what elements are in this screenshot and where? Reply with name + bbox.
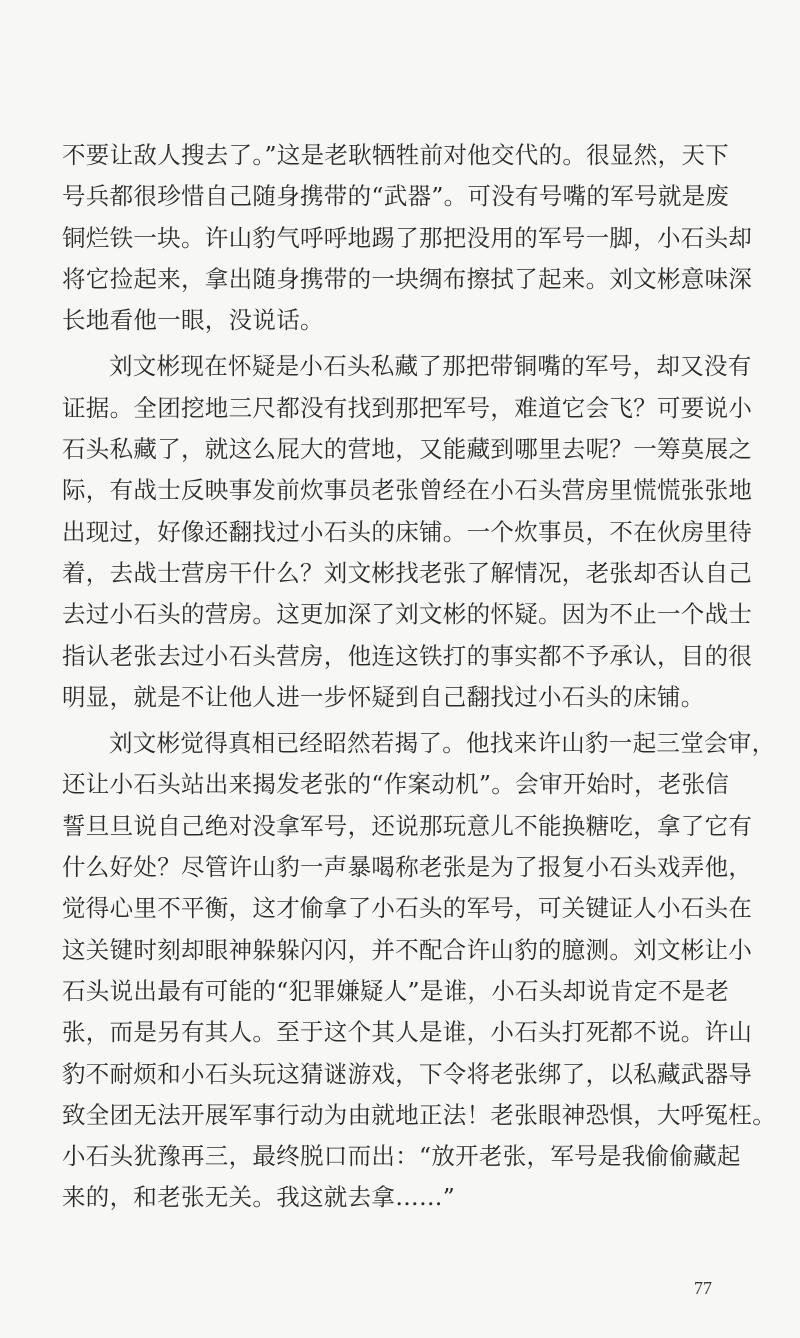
text-line: 长地看他一眼，没说话。	[62, 306, 324, 335]
text-line: 明显，就是不让他人进一步怀疑到自己翻找过小石头的床铺。	[62, 682, 705, 711]
text-line: 什么好处？尽管许山豹一声暴喝称老张是为了报复小石头戏弄他，	[62, 853, 753, 882]
text-line: 来的，和老张无关。我这就去拿……”	[62, 1183, 456, 1212]
text-line: 指认老张去过小石头营房，他连这铁打的事实都不予承认，目的很	[62, 641, 753, 670]
text-line: 刘文彬觉得真相已经昭然若揭了。他找来许山豹一起三堂会审，	[109, 729, 776, 758]
paragraph-2	[62, 346, 753, 718]
body-text	[62, 135, 776, 1219]
text-line: 将它捡起来，拿出随身携带的一块绸布擦拭了起来。刘文彬意味深	[62, 264, 753, 293]
text-line: 证据。全团挖地三尺都没有找到那把军号，难道它会飞？可要说小	[62, 393, 753, 422]
text-line: 觉得心里不平衡，这才偷拿了小石头的军号，可关键证人小石头在	[62, 894, 753, 923]
text-line: 誓旦旦说自己绝对没拿军号，还说那玩意儿不能换糖吃，拿了它有	[62, 811, 753, 840]
text-line: 不要让敌人搜去了。”这是老耿牺牲前对他交代的。很显然，天下	[62, 141, 729, 169]
text-line: 豹不耐烦和小石头玩这猜谜游戏，下令将老张绑了，以私藏武器导	[62, 1059, 753, 1088]
text-line: 石头说出最有可能的“犯罪嫌疑人”是谁，小石头却说肯定不是老	[62, 976, 730, 1005]
text-line: 号兵都很珍惜自己随身携带的“武器”。可没有号嘴的军号就是废	[62, 182, 730, 211]
text-line: 刘文彬现在怀疑是小石头私藏了那把带铜嘴的军号，却又没有	[109, 352, 752, 381]
text-line: 张，而是另有其人。至于这个其人是谁，小石头打死都不说。许山	[62, 1018, 753, 1047]
text-line: 小石头犹豫再三，最终脱口而出：“放开老张，军号是我偷偷藏起	[62, 1142, 741, 1171]
text-line: 石头私藏了，就这么屁大的营地，又能藏到哪里去呢？一筹莫展之	[62, 435, 753, 464]
text-line: 去过小石头的营房。这更加深了刘文彬的怀疑。因为不止一个战士	[62, 600, 753, 629]
paragraph-3	[62, 723, 776, 1219]
text-line: 这关键时刻却眼神躲躲闪闪，并不配合许山豹的臆测。刘文彬让小	[62, 935, 753, 964]
text-line: 还让小石头站出来揭发老张的“作案动机”。会审开始时，老张信	[62, 770, 730, 799]
text-line: 致全团无法开展军事行动为由就地正法！老张眼神恐惧，大呼冤枉。	[62, 1100, 776, 1129]
text-line: 际，有战士反映事发前炊事员老张曾经在小石头营房里慌慌张张地	[62, 476, 753, 505]
text-line: 铜烂铁一块。许山豹气呼呼地踢了那把没用的军号一脚，小石头却	[62, 223, 753, 252]
paragraph-1	[62, 135, 753, 341]
page-number: 77	[694, 1278, 712, 1298]
text-line: 着，去战士营房干什么？刘文彬找老张了解情况，老张却否认自己	[62, 558, 753, 587]
text-line: 出现过，好像还翻找过小石头的床铺。一个炊事员，不在伙房里待	[62, 517, 753, 546]
